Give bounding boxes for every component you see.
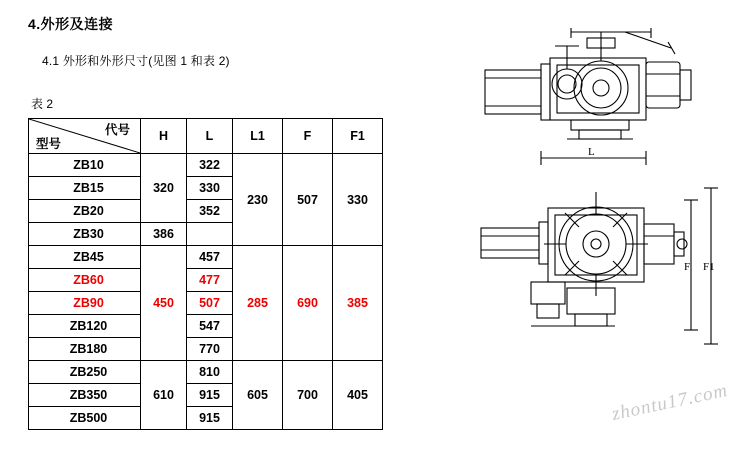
table-row [29, 154, 383, 177]
cell-f: 507 [283, 154, 333, 246]
section-subheading: 4.1 外形和外形尺寸(见图 1 和表 2) [42, 54, 230, 68]
cell-l: 810 [187, 361, 233, 384]
cell-model: ZB250 [29, 361, 141, 384]
cell-l: 915 [187, 407, 233, 430]
cell-l: 457 [187, 246, 233, 269]
cell-h: 610 [141, 361, 187, 430]
cell-model: ZB10 [29, 154, 141, 177]
dimension-label-l: L [588, 146, 595, 158]
cell-model: ZB45 [29, 246, 141, 269]
cell-l1: 230 [233, 154, 283, 246]
cell-model: ZB15 [29, 177, 141, 200]
header-col-l1: L1 [233, 119, 283, 154]
cell-model: ZB500 [29, 407, 141, 430]
cell-l: 547 [187, 315, 233, 338]
watermark: zhontu17.com [609, 379, 730, 426]
dimension-label-f: F [684, 261, 691, 273]
cell-model: ZB20 [29, 200, 141, 223]
cell-f: 690 [283, 246, 333, 361]
cell-model: ZB90 [29, 292, 141, 315]
cell-l: 352 [187, 200, 233, 223]
header-label-model: 型号 [36, 137, 62, 151]
cell-model: ZB60 [29, 269, 141, 292]
table-caption: 表 2 [31, 97, 54, 111]
figure-column [475, 0, 735, 450]
cell-l1: 605 [233, 361, 283, 430]
cell-h: 450 [141, 246, 187, 361]
table-row [29, 361, 383, 384]
cell-l1: 285 [233, 246, 283, 361]
cell-f: 700 [283, 361, 333, 430]
cell-l: 915 [187, 384, 233, 407]
cell-h: 320 [141, 154, 187, 223]
dimension-table [28, 118, 383, 430]
section-heading: 4.外形及连接 [28, 16, 114, 32]
header-col-l: L [187, 119, 233, 154]
header-label-code: 代号 [104, 123, 130, 137]
cell-f1: 330 [333, 154, 383, 246]
cell-f1: 405 [333, 361, 383, 430]
table-row [29, 246, 383, 269]
header-col-f1: F1 [333, 119, 383, 154]
cell-f1: 385 [333, 246, 383, 361]
cell-model: ZB120 [29, 315, 141, 338]
header-col-h: H [141, 119, 187, 154]
text-column [28, 14, 458, 430]
cell-l: 386 [141, 223, 187, 246]
table-header-row [29, 119, 383, 154]
header-corner-cell [29, 119, 141, 154]
cell-l: 322 [187, 154, 233, 177]
cell-l: 770 [187, 338, 233, 361]
cell-model: ZB180 [29, 338, 141, 361]
valve-plan-drawing [475, 178, 735, 393]
dimension-label-f1: F1 [703, 261, 715, 273]
cell-l: 507 [187, 292, 233, 315]
header-col-f: F [283, 119, 333, 154]
cell-model: ZB350 [29, 384, 141, 407]
cell-model: ZB30 [29, 223, 141, 246]
cell-l: 477 [187, 269, 233, 292]
cell-l: 330 [187, 177, 233, 200]
